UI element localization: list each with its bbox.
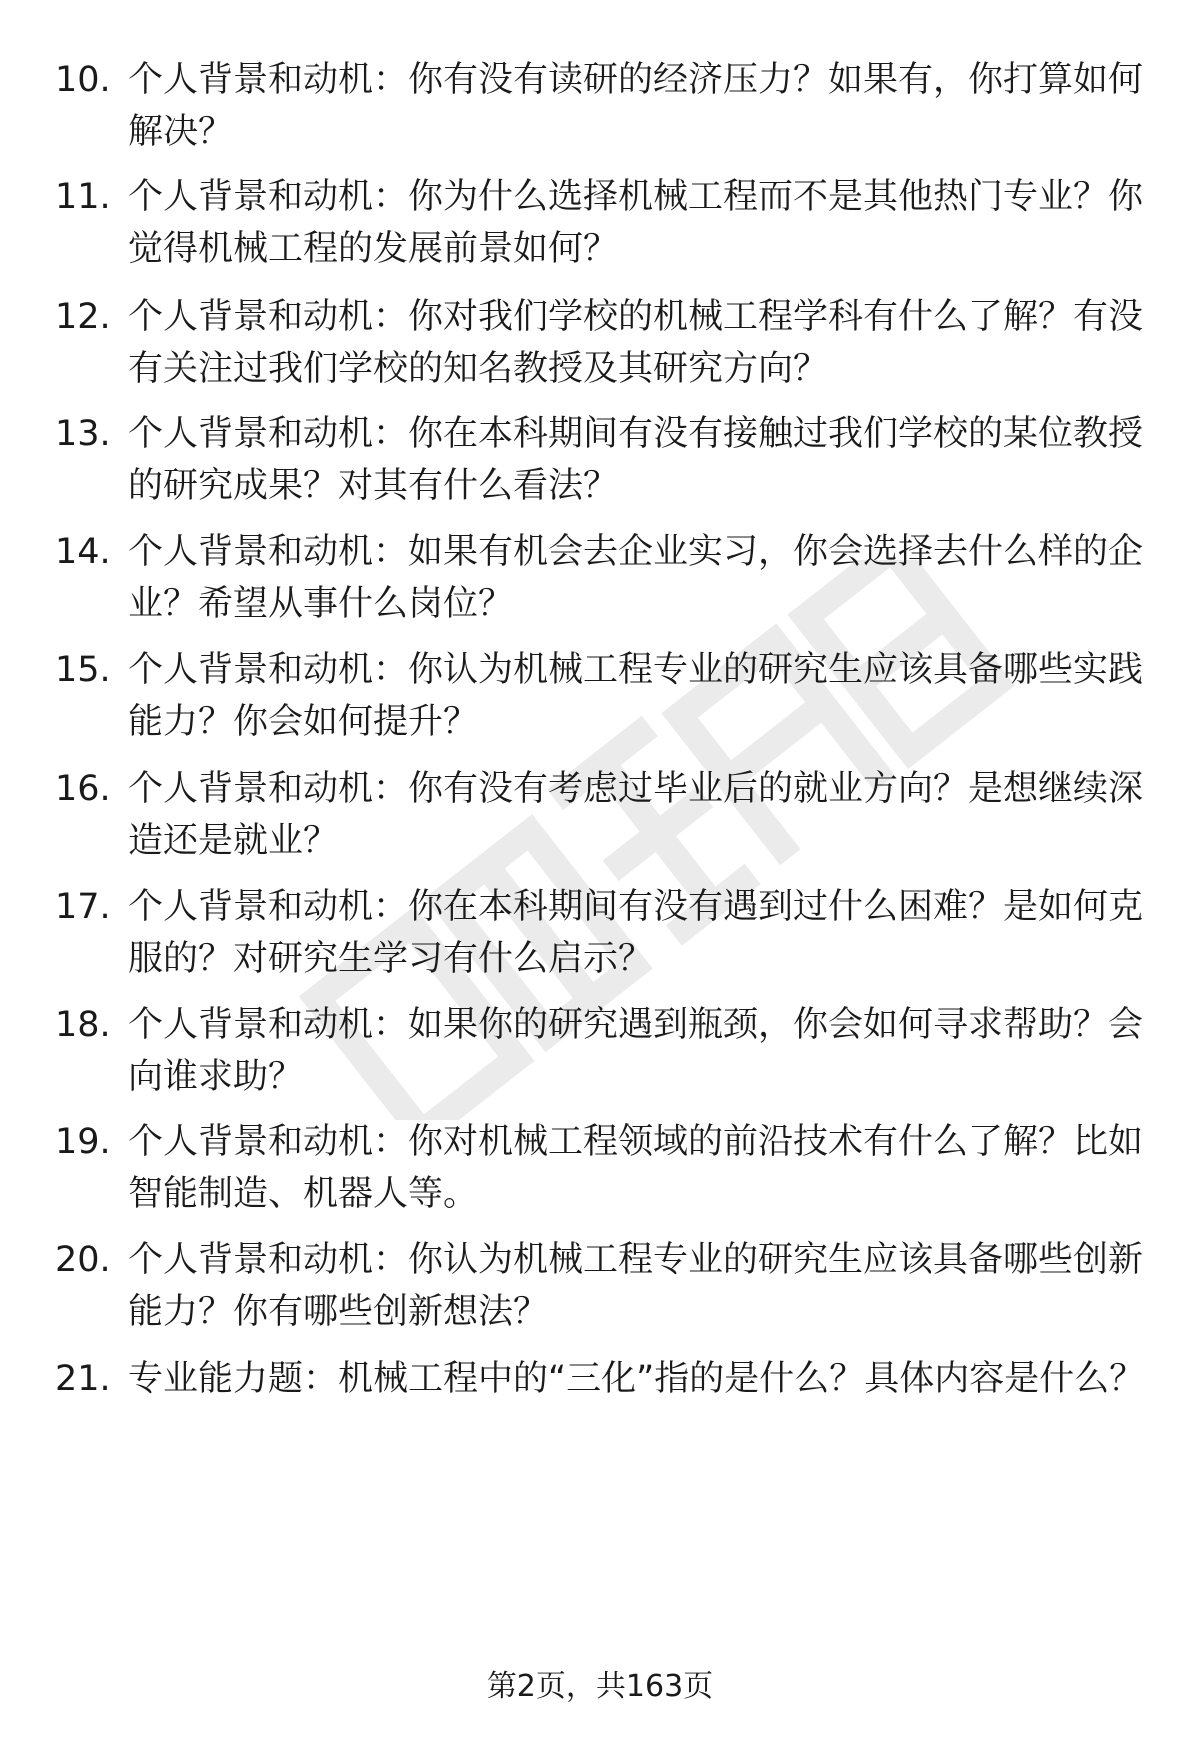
question-text: 个人背景和动机：你有没有读研的经济压力？如果有，你打算如何解决？ (128, 60, 1144, 152)
question-number: 21. (55, 1359, 111, 1399)
question-text: 个人背景和动机：如果有机会去企业实习，你会选择去什么样的企业？希望从事什么岗位？ (128, 532, 1144, 624)
question-text: 个人背景和动机：你在本科期间有没有遇到过什么困难？是如何克服的？对研究生学习有什么启示？ (128, 887, 1144, 979)
question-number: 16. (55, 769, 111, 809)
question-text: 个人背景和动机：你对机械工程领域的前沿技术有什么了解？比如智能制造、机器人等。 (128, 1122, 1144, 1214)
question-text: 个人背景和动机：如果你的研究遇到瓶颈，你会如何寻求帮助？会向谁求助？ (128, 1005, 1144, 1097)
question-text: 个人背景和动机：你为什么选择机械工程而不是其他热门专业？你觉得机械工程的发展前景如何？ (128, 177, 1144, 269)
question-number: 17. (55, 887, 111, 927)
question-text: 个人背景和动机：你对我们学校的机械工程学科有什么了解？有没有关注过我们学校的知名教授及其研究方向？ (128, 297, 1144, 389)
question-number: 15. (55, 650, 111, 690)
question-text: 个人背景和动机：你在本科期间有没有接触过我们学校的某位教授的研究成果？对其有什么看法？ (128, 414, 1144, 506)
question-number: 10. (55, 60, 111, 100)
question-text: 个人背景和动机：你认为机械工程专业的研究生应该具备哪些创新能力？你有哪些创新想法？ (128, 1240, 1144, 1332)
question-number: 13. (55, 414, 111, 454)
question-number: 12. (55, 297, 111, 337)
question-number: 19. (55, 1122, 111, 1162)
question-number: 11. (55, 177, 111, 217)
question-text: 专业能力题：机械工程中的“三化”指的是什么？具体内容是什么？ (128, 1359, 1145, 1399)
question-text: 个人背景和动机：你有没有考虑过毕业后的就业方向？是想继续深造还是就业？ (128, 769, 1144, 861)
question-number: 14. (55, 532, 111, 572)
question-number: 20. (55, 1240, 111, 1280)
page-number: 第2页，共163页 (486, 1669, 714, 1704)
question-text: 个人背景和动机：你认为机械工程专业的研究生应该具备哪些实践能力？你会如何提升？ (128, 650, 1144, 742)
question-number: 18. (55, 1005, 111, 1045)
